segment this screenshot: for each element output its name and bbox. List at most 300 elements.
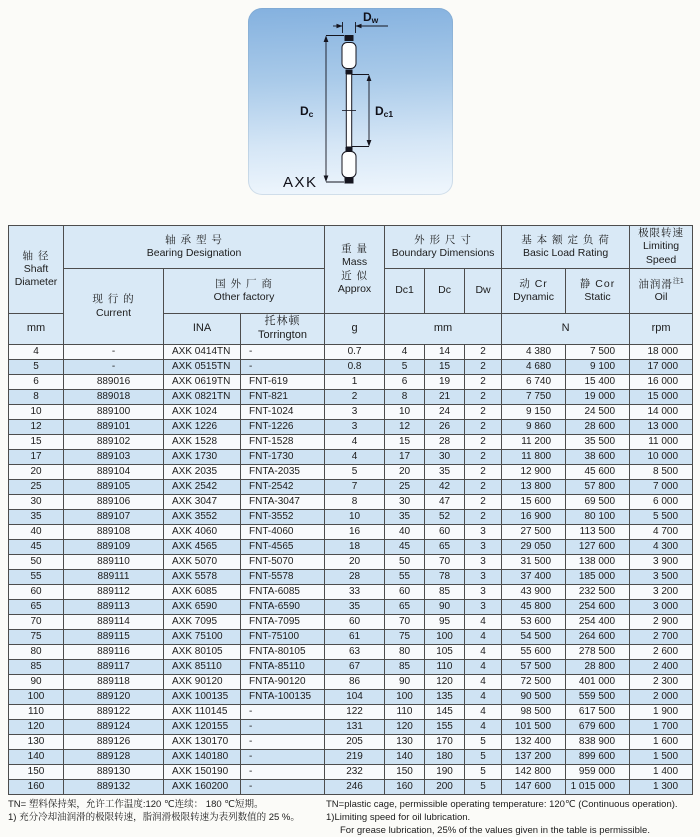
cell: 13 800	[502, 480, 566, 495]
cell: 2	[465, 420, 502, 435]
cell: 889128	[64, 750, 164, 765]
cell: 6 000	[630, 495, 693, 510]
cell: 4 700	[630, 525, 693, 540]
bearing-spec-table	[8, 225, 693, 795]
cell: 122	[325, 705, 385, 720]
cell: 15 000	[630, 390, 693, 405]
cell: 5	[465, 735, 502, 750]
cell: 838 900	[566, 735, 630, 750]
cell: 4	[9, 345, 64, 360]
cell: 4	[325, 450, 385, 465]
cell: 2	[465, 450, 502, 465]
cell: 5	[465, 765, 502, 780]
cell: 61	[325, 630, 385, 645]
cell: 75	[385, 630, 425, 645]
col-header-current: 现 行 的 Current	[64, 269, 164, 345]
bearing-body	[342, 35, 356, 184]
cell: FNTA-85110	[241, 660, 325, 675]
cell: AXK 2035	[164, 465, 241, 480]
cell: AXK 110145	[164, 705, 241, 720]
col-header-static: 静 Cor Static	[566, 269, 630, 314]
cell: 4 380	[502, 345, 566, 360]
cell: 889114	[64, 615, 164, 630]
cell: 3	[325, 405, 385, 420]
cell: 105	[425, 645, 465, 660]
cell: 200	[425, 780, 465, 795]
cell: 3 500	[630, 570, 693, 585]
cell: 52	[425, 510, 465, 525]
unit-shaft-mm: mm	[9, 314, 64, 345]
cell: AXK 120155	[164, 720, 241, 735]
cell: 889102	[64, 435, 164, 450]
cell: 60	[9, 585, 64, 600]
cell: 219	[325, 750, 385, 765]
cell: 1 600	[630, 735, 693, 750]
cell: 889106	[64, 495, 164, 510]
table-row	[9, 705, 693, 720]
cell: 14	[425, 345, 465, 360]
bearing-diagram-card	[248, 8, 453, 195]
cell: 7 000	[630, 480, 693, 495]
cell: 70	[425, 555, 465, 570]
unit-mass-g: g	[325, 314, 385, 345]
cell: 54 500	[502, 630, 566, 645]
cell: 10	[325, 510, 385, 525]
cell: 28	[425, 435, 465, 450]
cell: AXK 2542	[164, 480, 241, 495]
cell: 1 900	[630, 705, 693, 720]
footnote-chinese	[8, 799, 323, 825]
cell: 3	[325, 420, 385, 435]
cell: 4	[465, 630, 502, 645]
col-header-dc: Dc	[425, 269, 465, 314]
cell: 85	[9, 660, 64, 675]
cell: 5 500	[630, 510, 693, 525]
cell: 889113	[64, 600, 164, 615]
cell: 4	[465, 615, 502, 630]
cell: AXK 5070	[164, 555, 241, 570]
cell: 28 800	[566, 660, 630, 675]
cell: -	[241, 750, 325, 765]
table-row	[9, 390, 693, 405]
table-row	[9, 405, 693, 420]
cell: 80	[385, 645, 425, 660]
cell: 131	[325, 720, 385, 735]
cell: FNT-821	[241, 390, 325, 405]
cell: 4	[385, 345, 425, 360]
cell: 60	[425, 525, 465, 540]
cell: 45	[9, 540, 64, 555]
cell: 278 500	[566, 645, 630, 660]
cell: 160	[9, 780, 64, 795]
cell: 110	[385, 705, 425, 720]
cell: 25	[9, 480, 64, 495]
cell: 889120	[64, 690, 164, 705]
cell: AXK 1528	[164, 435, 241, 450]
cell: FNTA-6590	[241, 600, 325, 615]
cell: 4 300	[630, 540, 693, 555]
footnote-zh-line2: 1) 充分冷却油润滑的极限转速，脂润滑极限转速为表列数值的 25 %。	[8, 811, 300, 823]
cell: 180	[425, 750, 465, 765]
table-row	[9, 360, 693, 375]
cell: 20	[325, 555, 385, 570]
cell: 50	[9, 555, 64, 570]
cell: 2 000	[630, 690, 693, 705]
cell: 1 300	[630, 780, 693, 795]
cell: 17 000	[630, 360, 693, 375]
cell: 889016	[64, 375, 164, 390]
cell: 889109	[64, 540, 164, 555]
cell: 4	[465, 675, 502, 690]
cell: 2	[465, 390, 502, 405]
cell: 127 600	[566, 540, 630, 555]
cell: 10 000	[630, 450, 693, 465]
table-row	[9, 465, 693, 480]
cell: 104	[325, 690, 385, 705]
cell: 35	[385, 510, 425, 525]
cell: 15 400	[566, 375, 630, 390]
cell: AXK 5578	[164, 570, 241, 585]
cell: 53 600	[502, 615, 566, 630]
cell: 38 600	[566, 450, 630, 465]
cell: 70	[9, 615, 64, 630]
cell: 1 700	[630, 720, 693, 735]
cell: 150	[385, 765, 425, 780]
cell: 101 500	[502, 720, 566, 735]
cell: 70	[385, 615, 425, 630]
cell: 2	[465, 465, 502, 480]
bearing-cross-section-drawing	[248, 8, 453, 195]
dim-label-dw: Dw	[363, 10, 379, 25]
col-header-dw: Dw	[465, 269, 502, 314]
cell: -	[241, 735, 325, 750]
cell: 155	[425, 720, 465, 735]
cell: 889110	[64, 555, 164, 570]
footnote-zh-line1: TN= 塑料保持架，允许工作温度:120 ℃连续： 180 ℃短期。	[8, 799, 264, 810]
cell: 254 600	[566, 600, 630, 615]
cell: FNT-1226	[241, 420, 325, 435]
cell: AXK 6085	[164, 585, 241, 600]
cell: AXK 0515TN	[164, 360, 241, 375]
footnote-en-line2: 1)Limiting speed for oil lubrication.	[326, 811, 471, 823]
cell: -	[241, 360, 325, 375]
cell: AXK 100135	[164, 690, 241, 705]
cell: 147 600	[502, 780, 566, 795]
cell: AXK 3047	[164, 495, 241, 510]
footnote-english	[326, 799, 696, 837]
table-row	[9, 660, 693, 675]
cell: 35 500	[566, 435, 630, 450]
cell: 14 000	[630, 405, 693, 420]
cell: 889124	[64, 720, 164, 735]
col-header-torrington: 托林顿 Torrington	[241, 314, 325, 345]
cell: 1	[325, 375, 385, 390]
cell: 25	[385, 480, 425, 495]
cell: AXK 160200	[164, 780, 241, 795]
cell: 889122	[64, 705, 164, 720]
cell: 190	[425, 765, 465, 780]
cell: 137 200	[502, 750, 566, 765]
cell: 959 000	[566, 765, 630, 780]
cell: 2	[465, 480, 502, 495]
cell: 85	[385, 660, 425, 675]
cell: 10	[385, 405, 425, 420]
cell: 889126	[64, 735, 164, 750]
cell: 4	[465, 660, 502, 675]
cell: FNT-5578	[241, 570, 325, 585]
cell: 889132	[64, 780, 164, 795]
cell: 889100	[64, 405, 164, 420]
cell: 90	[425, 600, 465, 615]
table-row	[9, 675, 693, 690]
cell: 80 100	[566, 510, 630, 525]
table-row	[9, 570, 693, 585]
cell: 264 600	[566, 630, 630, 645]
cell: 30	[9, 495, 64, 510]
cell: 5	[385, 360, 425, 375]
cell: 113 500	[566, 525, 630, 540]
cell: 142 800	[502, 765, 566, 780]
cell: 3	[465, 540, 502, 555]
cell: 232 500	[566, 585, 630, 600]
cell: 47	[425, 495, 465, 510]
cell: 889117	[64, 660, 164, 675]
cell: 11 200	[502, 435, 566, 450]
table-row	[9, 480, 693, 495]
cell: 1 500	[630, 750, 693, 765]
cell: AXK 3552	[164, 510, 241, 525]
cell: FNT-1730	[241, 450, 325, 465]
table-body	[9, 345, 693, 795]
cell: 3	[465, 570, 502, 585]
cell: 100	[385, 690, 425, 705]
cell: 7	[325, 480, 385, 495]
dim-label-dc1: Dc1	[375, 104, 394, 119]
cell: FNTA-90120	[241, 675, 325, 690]
cell: 889108	[64, 525, 164, 540]
table-row	[9, 585, 693, 600]
cell: 110	[425, 660, 465, 675]
cell: 4 680	[502, 360, 566, 375]
cell: 889112	[64, 585, 164, 600]
cell: 138 000	[566, 555, 630, 570]
cell: 24 500	[566, 405, 630, 420]
cell: 617 500	[566, 705, 630, 720]
col-header-ina: INA	[164, 314, 241, 345]
cell: AXK 0821TN	[164, 390, 241, 405]
cell: 17	[9, 450, 64, 465]
cell: 132 400	[502, 735, 566, 750]
table-row	[9, 750, 693, 765]
cell: 24	[425, 405, 465, 420]
cell: 2	[325, 390, 385, 405]
cell: 889118	[64, 675, 164, 690]
cell: 145	[425, 705, 465, 720]
cell: 90	[385, 675, 425, 690]
cell: 33	[325, 585, 385, 600]
cell: AXK 75100	[164, 630, 241, 645]
table-row	[9, 630, 693, 645]
table-row	[9, 690, 693, 705]
cell: 120	[385, 720, 425, 735]
cell: 1 015 000	[566, 780, 630, 795]
cell: FNT-75100	[241, 630, 325, 645]
cell: 559 500	[566, 690, 630, 705]
table-row	[9, 345, 693, 360]
cell: 13 000	[630, 420, 693, 435]
cell: 135	[425, 690, 465, 705]
cell: 16	[325, 525, 385, 540]
cell: AXK 6590	[164, 600, 241, 615]
cell: 30	[385, 495, 425, 510]
col-header-other-factory: 国 外 厂 商 Other factory	[164, 269, 325, 314]
cell: FNT-4060	[241, 525, 325, 540]
cell: 15 600	[502, 495, 566, 510]
cell: 80	[9, 645, 64, 660]
cell: 401 000	[566, 675, 630, 690]
cell: 9 860	[502, 420, 566, 435]
cell: FNT-1528	[241, 435, 325, 450]
cell: 65	[9, 600, 64, 615]
cell: 16 000	[630, 375, 693, 390]
cell: 95	[425, 615, 465, 630]
cell: 7 750	[502, 390, 566, 405]
cell: 75	[9, 630, 64, 645]
cell: 5	[465, 750, 502, 765]
cell: 19 000	[566, 390, 630, 405]
cell: 29 050	[502, 540, 566, 555]
cell: 28	[325, 570, 385, 585]
cell: 246	[325, 780, 385, 795]
cell: 9 150	[502, 405, 566, 420]
cell: AXK 150190	[164, 765, 241, 780]
table-row	[9, 375, 693, 390]
cell: 6	[385, 375, 425, 390]
cell: 679 600	[566, 720, 630, 735]
cell: 2	[465, 435, 502, 450]
cell: 67	[325, 660, 385, 675]
cell: FNTA-100135	[241, 690, 325, 705]
table-row	[9, 765, 693, 780]
cell: 98 500	[502, 705, 566, 720]
col-header-dynamic: 动 Cr Dynamic	[502, 269, 566, 314]
cell: 55 600	[502, 645, 566, 660]
cell: 2	[465, 495, 502, 510]
cell: 11 000	[630, 435, 693, 450]
cell: 60	[325, 615, 385, 630]
cell: 35	[9, 510, 64, 525]
cell: 63	[325, 645, 385, 660]
cell: 85	[425, 585, 465, 600]
cell: 170	[425, 735, 465, 750]
cell: 45 600	[566, 465, 630, 480]
cell: 6	[9, 375, 64, 390]
cell: 3	[465, 600, 502, 615]
cell: 889101	[64, 420, 164, 435]
cell: 4	[465, 720, 502, 735]
cell: 3	[465, 585, 502, 600]
cell: 2 600	[630, 645, 693, 660]
cell: 2	[465, 360, 502, 375]
cell: FNT-3552	[241, 510, 325, 525]
cell: 8 500	[630, 465, 693, 480]
table-row	[9, 555, 693, 570]
col-header-dc1: Dc1	[385, 269, 425, 314]
cell: 72 500	[502, 675, 566, 690]
cell: 889116	[64, 645, 164, 660]
cell: 140	[385, 750, 425, 765]
cell: 17	[385, 450, 425, 465]
cell: 6 740	[502, 375, 566, 390]
table-row	[9, 495, 693, 510]
cell: 4	[465, 705, 502, 720]
cell: 2 400	[630, 660, 693, 675]
cell: 12	[9, 420, 64, 435]
cell: 42	[425, 480, 465, 495]
cell: 55	[9, 570, 64, 585]
cell: 110	[9, 705, 64, 720]
cell: 2 700	[630, 630, 693, 645]
cell: 10	[9, 405, 64, 420]
cell: 8	[325, 495, 385, 510]
cell: -	[241, 345, 325, 360]
cell: 9 100	[566, 360, 630, 375]
table-row	[9, 525, 693, 540]
table-row	[9, 600, 693, 615]
cell: 45	[385, 540, 425, 555]
table-row	[9, 510, 693, 525]
cell: FNT-2542	[241, 480, 325, 495]
dim-label-dc: Dc	[300, 104, 314, 119]
cell: -	[241, 705, 325, 720]
cell: 20	[9, 465, 64, 480]
cell: 12 900	[502, 465, 566, 480]
cell: AXK 90120	[164, 675, 241, 690]
cell: 40	[385, 525, 425, 540]
cell: 31 500	[502, 555, 566, 570]
cell: 60	[385, 585, 425, 600]
footnote-en-line3: For grease lubrication, 25% of the values given in the table is permissible.	[340, 824, 650, 836]
cell: 30	[425, 450, 465, 465]
col-header-boundary-dimensions: 外 形 尺 寸 Boundary Dimensions	[385, 226, 502, 269]
cell: 3 900	[630, 555, 693, 570]
cell: 4	[465, 690, 502, 705]
cell: 889107	[64, 510, 164, 525]
cell: 140	[9, 750, 64, 765]
cell: 40	[9, 525, 64, 540]
cell: 2	[465, 510, 502, 525]
cell: FNTA-6085	[241, 585, 325, 600]
cell: AXK 80105	[164, 645, 241, 660]
cell: -	[241, 720, 325, 735]
cell: 2	[465, 405, 502, 420]
cell: AXK 1226	[164, 420, 241, 435]
cell: AXK 4565	[164, 540, 241, 555]
cell: -	[64, 345, 164, 360]
cell: 37 400	[502, 570, 566, 585]
cell: 26	[425, 420, 465, 435]
cell: 8	[385, 390, 425, 405]
cell: -	[241, 780, 325, 795]
cell: 5	[325, 465, 385, 480]
cell: 889105	[64, 480, 164, 495]
table-row	[9, 435, 693, 450]
unit-dims-mm: mm	[385, 314, 502, 345]
cell: AXK 85110	[164, 660, 241, 675]
cell: 28 600	[566, 420, 630, 435]
table-row	[9, 420, 693, 435]
cell: 889104	[64, 465, 164, 480]
